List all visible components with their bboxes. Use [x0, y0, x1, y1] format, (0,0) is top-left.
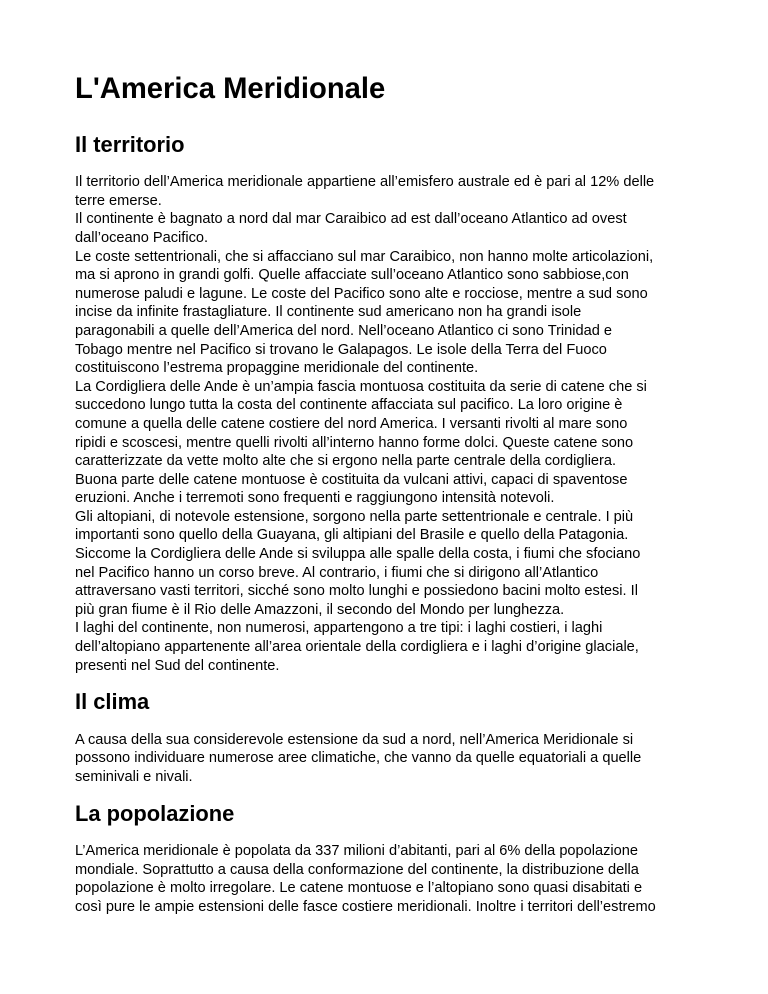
text-line: più gran fiume è il Rio delle Amazzoni, il secondo del Mondo per lunghezza. — [75, 601, 565, 618]
paragraph — [75, 210, 695, 247]
section-heading: Il territorio — [75, 131, 185, 157]
spacer — [75, 712, 695, 731]
document-page — [75, 73, 695, 917]
text-line: importanti sono quello della Guayana, gli altipiani del Brasile e quello della Patagonia. — [75, 527, 629, 544]
text-line: ripidi e scoscesi, mentre quelli rivolti all’interno hanno forme dolci. Queste catene sono — [75, 434, 634, 451]
text-line: costituiscono l’estrema propaggine meridionale del continente. — [75, 360, 479, 377]
text-line: seminivali e nivali. — [75, 769, 193, 785]
text-line: possono individuare numerose aree climatiche, che vanno da quelle equatoriali a quelle — [75, 750, 642, 767]
paragraph — [75, 248, 695, 378]
text-line: A causa della sua considerevole estensione da sud a nord, nell’America Meridionale si — [75, 731, 634, 748]
text-line: dall’oceano Pacifico. — [75, 229, 209, 246]
text-line: paragonabili a quelle dell’America del nord. Nell’oceano Atlantico ci sono Trinidad e — [75, 322, 613, 339]
section-heading: Il clima — [75, 689, 150, 715]
document-title: L'America Meridionale — [75, 73, 386, 105]
section-heading: La popolazione — [75, 800, 235, 826]
text-line: Il territorio dell’America meridionale appartiene all’emisfero australe ed è pari al 12% delle — [75, 174, 655, 191]
paragraph — [75, 508, 695, 620]
paragraph — [75, 619, 695, 675]
text-line: Tobago mentre nel Pacifico si trovano le Galapagos. Le isole della Terra del Fuoco — [75, 341, 607, 358]
text-line: incise da infinite frastagliature. Il continente sud americano non ha grandi isole — [75, 304, 582, 321]
text-line: succedono lungo tutta la costa del continente affacciata sul pacifico. La loro origine è — [75, 397, 623, 414]
text-line: eruzioni. Anche i terremoti sono frequenti e raggiungono intensità notevoli. — [75, 490, 555, 507]
text-line: dell’altopiano appartenente all’area orientale della cordigliera e i laghi d’origine glaciale, — [75, 639, 639, 656]
text-line: mondiale. Soprattutto a causa della conformazione del continente, la distribuzione della — [75, 861, 639, 878]
text-line: Buona parte delle catene montuose è costituita da vulcani attivi, capaci di spaventose — [75, 471, 628, 488]
text-line: così pure le ampie estensioni delle fasce costiere meridionali. Inoltre i territori dell’estremo — [75, 898, 656, 915]
text-line: Il continente è bagnato a nord dal mar Caraibico ad est dall’oceano Atlantico ad ovest — [75, 211, 627, 228]
spacer — [75, 154, 695, 173]
text-line: Gli altopiani, di notevole estensione, sorgono nella parte settentrionale e centrale. I più — [75, 508, 634, 525]
text-line: attraversano vasti territori, sicché sono molto lunghi e possiedono bacini molto estesi. Il — [75, 583, 638, 600]
document-section — [75, 800, 695, 917]
text-line: numerose paludi e lagune. Le coste del Pacifico sono alte e rocciose, mentre a sud sono — [75, 285, 648, 302]
document-body — [75, 131, 695, 917]
text-line: I laghi del continente, non numerosi, appartengono a tre tipi: i laghi costieri, i laghi — [75, 620, 603, 637]
document-section — [75, 689, 695, 804]
text-line: comune a quella delle catene costiere del nord America. I versanti rivolti al mare sono — [75, 415, 628, 432]
text-line: Siccome la Cordigliera delle Ande si sviluppa alle spalle della costa, i fiumi che sfociano — [75, 546, 641, 563]
text-line: popolazione è molto irregolare. Le catene montuose e l’altopiano sono quasi disabitati e — [75, 880, 643, 897]
text-line: caratterizzate da vette molto alte che si ergono nella parte centrale della cordigliera. — [75, 453, 617, 470]
text-line: presenti nel Sud del continente. — [75, 657, 280, 674]
document-section — [75, 131, 695, 694]
spacer — [75, 675, 695, 693]
text-line: L’America meridionale è popolata da 337 milioni d’abitanti, pari al 6% della popolazione — [75, 843, 639, 860]
paragraph — [75, 173, 695, 210]
text-line: ma si aprono in grandi golfi. Quelle affacciate sull’oceano Atlantico sono sabbiose,con — [75, 267, 629, 284]
text-line: La Cordigliera delle Ande è un’ampia fascia montuosa costituita da serie di catene che si — [75, 378, 647, 395]
paragraph — [75, 842, 695, 916]
spacer — [75, 823, 695, 842]
paragraph — [75, 731, 695, 787]
paragraph — [75, 378, 695, 508]
text-line: terre emerse. — [75, 192, 162, 209]
text-line: Le coste settentrionali, che si affacciano sul mar Caraibico, non hanno molte articolazioni, — [75, 248, 654, 265]
text-line: nel Pacifico hanno un corso breve. Al contrario, i fiumi che si dirigono all’Atlantico — [75, 564, 599, 581]
